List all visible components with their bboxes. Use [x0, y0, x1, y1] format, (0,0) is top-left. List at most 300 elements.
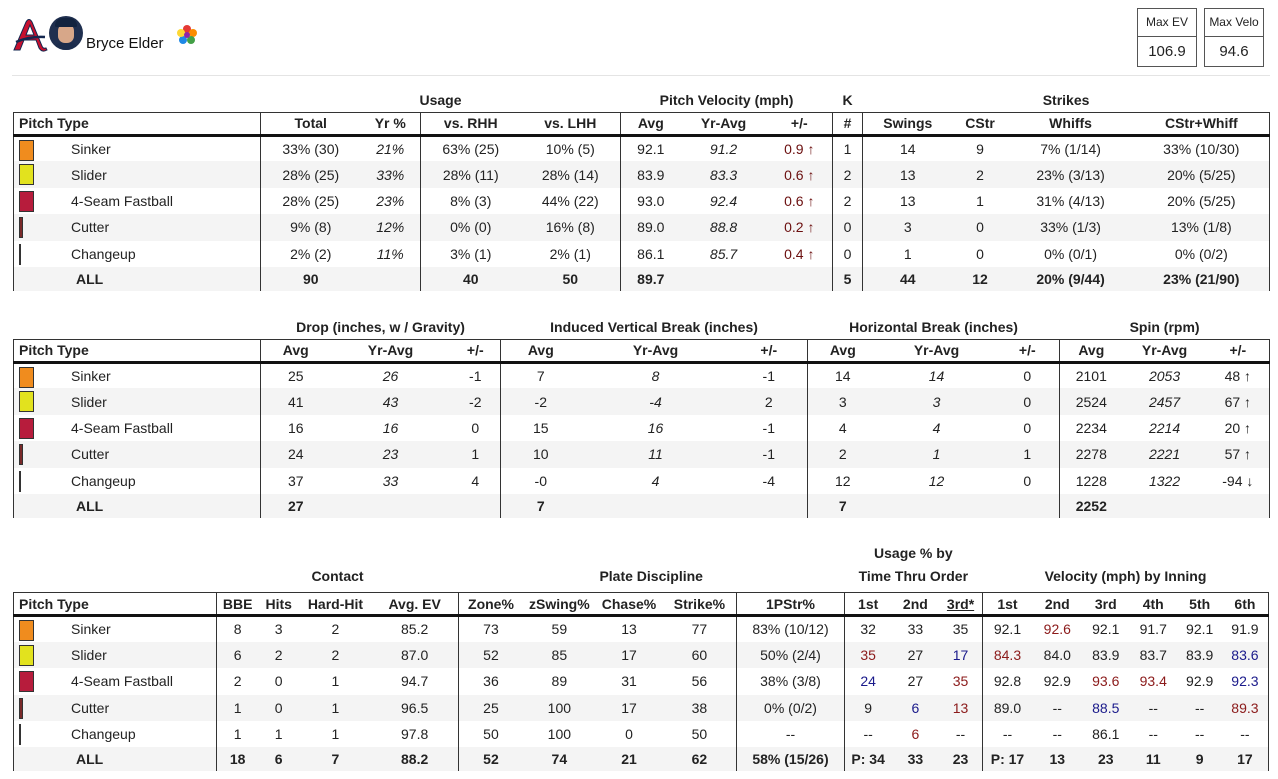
braves-a-logo-icon: [12, 18, 48, 52]
pitch-type-label: ALL: [14, 747, 217, 771]
avg-ev-cell: 87.0: [372, 642, 459, 668]
spin-yr-cell: 2457: [1123, 388, 1207, 414]
hb-yr-cell: 1: [878, 441, 996, 467]
changeup-color-swatch: [19, 244, 21, 265]
inning-3rd-cell: 93.6: [1092, 673, 1120, 690]
table-row: [14, 161, 1270, 187]
col-spin-avg: Avg: [1060, 339, 1123, 362]
col-pitch-type: Pitch Type: [14, 112, 261, 135]
hits-cell: 2: [258, 642, 299, 668]
inning-6th-cell: 83.6: [1222, 642, 1269, 668]
swings-cell: 3: [863, 214, 953, 240]
whiffs-cell: 23% (3/13): [1008, 161, 1134, 187]
cutter-color-swatch: [19, 698, 23, 719]
zswing-cell: 74: [523, 747, 595, 771]
hb-yr-cell: 14: [928, 367, 945, 384]
pitch-type-label: Slider: [71, 166, 107, 183]
hits-cell: 1: [274, 726, 283, 743]
col-strike-pct: Strike%: [663, 593, 737, 616]
group-velocity-by-inning: Velocity (mph) by Inning: [1044, 568, 1207, 584]
group-plate-discipline: Plate Discipline: [599, 568, 703, 584]
group-ivb: Induced Vertical Break (inches): [550, 318, 758, 335]
drop-diff-cell: -1: [451, 362, 501, 388]
col-first-pitch-strike: 1PStr%: [737, 593, 844, 616]
inning-2nd-cell: 84.0: [1032, 642, 1083, 668]
pitch-type-cell: [14, 161, 261, 187]
max-velo-label: Max Velo: [1205, 9, 1263, 37]
group-tto-line1: Usage % by: [874, 545, 953, 561]
inning-4th-cell: 11: [1129, 747, 1178, 771]
cutter-color-swatch: [19, 444, 23, 465]
ivb-yr-cell: 11: [581, 441, 731, 467]
col-yr-pct: Yr %: [361, 112, 421, 135]
cstr-whiff-cell: 20% (5/25): [1134, 188, 1270, 214]
tto-1st-cell: 32: [860, 621, 876, 638]
avg-ev-cell: 88.2: [372, 747, 459, 771]
ivb-diff-cell: -1: [731, 441, 808, 467]
hits-cell: 3: [274, 621, 283, 638]
hb-avg-cell: 7: [808, 494, 878, 518]
zone-cell: 25: [458, 695, 523, 721]
col-whiffs: Whiffs: [1008, 112, 1134, 135]
inning-1st-cell: 89.0: [982, 695, 1032, 721]
pitch-type-label: ALL: [14, 267, 261, 291]
col-inning-5th: 5th: [1177, 593, 1221, 616]
table-row: [14, 135, 1270, 161]
col-hb-avg: Avg: [808, 339, 878, 362]
col-hard-hit: Hard-Hit: [299, 593, 371, 616]
spin-diff-cell: 57 ↑: [1207, 441, 1270, 467]
inning-6th-cell: 17: [1222, 747, 1269, 771]
k-cell: 2: [833, 188, 863, 214]
col-pitch-type: Pitch Type: [14, 339, 261, 362]
inning-2nd-cell: --: [1052, 726, 1062, 743]
totals-row: [14, 747, 1269, 771]
pitch-type-cell: [14, 695, 217, 721]
bbe-cell: 1: [217, 695, 258, 721]
empty-cell: [1123, 494, 1207, 518]
first-pitch-strike-cell: 0% (0/2): [737, 695, 844, 721]
col-avg-ev: Avg. EV: [372, 593, 459, 616]
ivb-yr-cell: 8: [651, 367, 660, 384]
lhh-cell: 28% (14): [521, 161, 621, 187]
pitch-type-cell: [14, 441, 261, 467]
bbe-cell: 18: [217, 747, 258, 771]
pitch-type-cell: [14, 362, 261, 388]
cstr-cell: 1: [976, 192, 984, 209]
total-cell: 2% (2): [290, 245, 332, 262]
pitch-type-label: Sinker: [71, 621, 111, 638]
inning-2nd-cell: 13: [1032, 747, 1083, 771]
drop-diff-cell: 1: [451, 441, 501, 467]
changeup-color-swatch: [19, 724, 21, 745]
tto-2nd-cell: 27: [892, 642, 939, 668]
col-ivb-diff: +/-: [731, 339, 808, 362]
drop-avg-cell: 37: [287, 472, 304, 489]
pitch-type-cell: [14, 214, 261, 240]
group-horizontal-break: Horizontal Break (inches): [849, 318, 1018, 335]
inning-1st-cell: P: 17: [982, 747, 1032, 771]
ivb-avg-cell: 10: [501, 441, 581, 467]
rhh-cell: 3% (1): [450, 245, 492, 262]
spin-avg-cell: 2101: [1075, 367, 1107, 384]
table-row: [14, 695, 1269, 721]
col-total: Total: [261, 112, 361, 135]
slider-color-swatch: [19, 391, 34, 412]
spin-yr-cell: 2214: [1148, 419, 1181, 436]
col-tto-1st: 1st: [844, 593, 891, 616]
drop-yr-cell: 16: [382, 419, 399, 436]
cstr-cell: 0: [976, 245, 984, 262]
col-cstr-whiff: CStr+Whiff: [1134, 112, 1270, 135]
col-hb-yr-avg: Yr-Avg: [878, 339, 996, 362]
hb-diff-cell: 0: [996, 388, 1060, 414]
empty-cell: [681, 267, 767, 291]
inning-6th-cell: 92.3: [1222, 668, 1269, 694]
inning-2nd-cell: 92.6: [1043, 621, 1071, 638]
tto-3rd-cell: 35: [939, 616, 982, 642]
cstr-whiff-cell: 23% (21/90): [1134, 267, 1270, 291]
tto-3rd-cell: 35: [939, 668, 982, 694]
first-pitch-strike-cell: 58% (15/26): [737, 747, 844, 771]
tto-1st-cell: 9: [844, 695, 891, 721]
drop-avg-cell: 24: [261, 441, 331, 467]
whiffs-cell: 0% (0/1): [1044, 245, 1098, 262]
pitch-type-cell: [14, 468, 261, 494]
spin-avg-cell: 2252: [1060, 494, 1123, 518]
empty-cell: [361, 267, 421, 291]
group-k: K: [842, 91, 853, 108]
col-inning-3rd: 3rd: [1083, 593, 1129, 616]
swings-cell: 13: [863, 161, 953, 187]
sinker-color-swatch: [19, 140, 34, 161]
col-hits: Hits: [258, 593, 299, 616]
rhh-cell: 8% (3): [450, 192, 492, 209]
player-avatar: [49, 16, 83, 50]
col-drop-diff: +/-: [451, 339, 501, 362]
pitch-type-label: Changeup: [71, 726, 136, 743]
empty-cell: [767, 267, 833, 291]
inning-6th-cell: 91.9: [1222, 616, 1269, 642]
inning-2nd-cell: --: [1032, 695, 1083, 721]
col-tto-3rd: 3rd*: [939, 593, 982, 616]
inning-5th-cell: --: [1177, 695, 1221, 721]
yr-pct-cell: 12%: [361, 214, 421, 240]
tto-2nd-cell: 33: [907, 621, 924, 638]
col-vs-lhh: vs. LHH: [521, 112, 621, 135]
avg-velo-cell: 93.0: [637, 192, 665, 209]
first-pitch-strike-cell: 50% (2/4): [737, 642, 844, 668]
table-row: [14, 241, 1270, 267]
chase-cell: 31: [621, 673, 637, 690]
drop-yr-cell: 23: [331, 441, 451, 467]
whiffs-cell: 20% (9/44): [1008, 267, 1134, 291]
slider-color-swatch: [19, 645, 34, 666]
cstr-whiff-cell: 33% (10/30): [1134, 135, 1270, 161]
hard-hit-cell: 1: [331, 726, 340, 743]
ivb-diff-cell: -1: [731, 415, 808, 441]
col-cstr: CStr: [953, 112, 1008, 135]
empty-cell: [996, 494, 1060, 518]
yr-avg-velo-cell: 85.7: [709, 245, 738, 262]
drop-avg-cell: 25: [287, 367, 304, 384]
col-k-count: #: [833, 112, 863, 135]
pitch-type-cell: [14, 241, 261, 267]
inning-1st-cell: 92.8: [993, 673, 1022, 690]
multicolor-badge-icon: [176, 24, 198, 46]
yr-avg-velo-cell: 92.4: [709, 192, 738, 209]
col-spin-yr-avg: Yr-Avg: [1123, 339, 1207, 362]
table-row: [14, 362, 1270, 388]
pitch-type-cell: [14, 388, 261, 414]
chase-cell: 13: [621, 621, 637, 638]
rhh-cell: 0% (0): [421, 214, 521, 240]
inning-3rd-cell: 88.5: [1083, 695, 1129, 721]
inning-5th-cell: 92.9: [1186, 673, 1214, 690]
usage-velocity-strikes-table: [13, 88, 1270, 291]
col-diff: +/-: [767, 112, 833, 135]
zswing-cell: 100: [523, 695, 595, 721]
inning-4th-cell: --: [1148, 726, 1158, 743]
k-cell: 0: [833, 241, 863, 267]
hits-cell: 6: [258, 747, 299, 771]
col-zswing-pct: zSwing%: [523, 593, 595, 616]
yr-pct-cell: 33%: [361, 161, 421, 187]
whiffs-cell: 7% (1/14): [1040, 140, 1101, 157]
cutter-color-swatch: [19, 217, 23, 238]
lhh-cell: 50: [521, 267, 621, 291]
table-row: [14, 468, 1270, 494]
avg-velo-cell: 83.9: [621, 161, 681, 187]
cstr-cell: 12: [953, 267, 1008, 291]
hard-hit-cell: 2: [331, 621, 340, 638]
spin-avg-cell: 2278: [1060, 441, 1123, 467]
pitch-type-label: Changeup: [71, 472, 136, 489]
hb-avg-cell: 12: [834, 472, 851, 489]
drop-diff-cell: 0: [451, 415, 501, 441]
total-cell: 33% (30): [282, 140, 340, 157]
lhh-cell: 44% (22): [521, 188, 621, 214]
tto-3rd-cell: 13: [939, 695, 982, 721]
velo-diff-cell: 0.9 ↑: [767, 135, 833, 161]
empty-cell: [1207, 494, 1270, 518]
pitch-type-label: Cutter: [71, 699, 110, 716]
pitch-type-label: 4-Seam Fastball: [71, 673, 173, 690]
col-zone-pct: Zone%: [458, 593, 523, 616]
inning-5th-cell: 83.9: [1177, 642, 1221, 668]
empty-cell: [731, 494, 808, 518]
pitch-type-label: Slider: [71, 393, 107, 410]
cstr-whiff-cell: 20% (5/25): [1134, 161, 1270, 187]
totals-row: [14, 267, 1270, 291]
tto-2nd-cell: 27: [907, 673, 924, 690]
hb-diff-cell: 1: [996, 441, 1060, 467]
spin-diff-cell: 67 ↑: [1207, 388, 1270, 414]
drop-yr-cell: 33: [382, 472, 399, 489]
table-row: [14, 214, 1270, 240]
drop-diff-cell: -2: [451, 388, 501, 414]
lhh-cell: 16% (8): [521, 214, 621, 240]
movement-spin-table: [13, 315, 1270, 518]
strike-cell: 38: [663, 695, 737, 721]
ivb-avg-cell: 15: [532, 419, 549, 436]
col-inning-6th: 6th: [1222, 593, 1269, 616]
bbe-cell: 2: [233, 673, 242, 690]
hb-diff-cell: 0: [996, 415, 1060, 441]
col-drop-yr-avg: Yr-Avg: [331, 339, 451, 362]
tto-2nd-cell: 33: [892, 747, 939, 771]
pitch-type-label: Slider: [71, 647, 107, 664]
spin-diff-cell: 48 ↑: [1207, 362, 1270, 388]
cstr-whiff-cell: 0% (0/2): [1134, 241, 1270, 267]
avg-ev-cell: 94.7: [372, 668, 459, 694]
hard-hit-cell: 1: [299, 695, 371, 721]
pitch-type-label: Cutter: [71, 219, 110, 236]
yr-avg-velo-cell: 88.8: [681, 214, 767, 240]
bbe-cell: 6: [217, 642, 258, 668]
avg-ev-cell: 96.5: [372, 695, 459, 721]
table-row: [14, 188, 1270, 214]
strike-cell: 77: [663, 616, 737, 642]
swings-cell: 14: [900, 140, 916, 157]
tto-1st-cell: P: 34: [844, 747, 891, 771]
chase-cell: 0: [625, 726, 633, 743]
empty-cell: [451, 494, 501, 518]
inning-3rd-cell: 86.1: [1092, 726, 1120, 743]
inning-6th-cell: --: [1222, 721, 1269, 747]
hb-avg-cell: 4: [838, 419, 847, 436]
group-tto-line2: Time Thru Order: [858, 568, 969, 584]
hits-cell: 0: [274, 673, 283, 690]
col-spin-diff: +/-: [1207, 339, 1270, 362]
bbe-cell: 1: [233, 726, 242, 743]
pitch-type-label: Cutter: [71, 446, 110, 463]
rhh-cell: 28% (11): [421, 161, 521, 187]
pitch-type-cell: [14, 642, 217, 668]
col-swings: Swings: [863, 112, 953, 135]
cstr-cell: 0: [953, 214, 1008, 240]
max-velo-box: [1204, 8, 1264, 67]
hb-avg-cell: 2: [808, 441, 878, 467]
four-seam-color-swatch: [19, 418, 34, 439]
hb-diff-cell: 0: [996, 362, 1060, 388]
col-yr-avg: Yr-Avg: [681, 112, 767, 135]
yr-pct-cell: 21%: [361, 135, 421, 161]
cstr-cell: 9: [976, 140, 984, 157]
swings-cell: 1: [903, 245, 912, 262]
hb-diff-cell: 0: [996, 468, 1060, 494]
col-bbe: BBE: [217, 593, 258, 616]
table-row: [14, 616, 1269, 642]
total-cell: 90: [261, 267, 361, 291]
zone-cell: 50: [483, 726, 499, 743]
chase-cell: 17: [595, 695, 662, 721]
zone-cell: 73: [483, 621, 499, 638]
hard-hit-cell: 7: [299, 747, 371, 771]
rhh-cell: 63% (25): [442, 140, 500, 157]
inning-5th-cell: 9: [1177, 747, 1221, 771]
chase-cell: 21: [595, 747, 662, 771]
col-chase-pct: Chase%: [595, 593, 662, 616]
tto-3rd-cell: 17: [939, 642, 982, 668]
pitch-type-cell: [14, 188, 261, 214]
inning-1st-cell: 84.3: [982, 642, 1032, 668]
spin-diff-cell: -94 ↓: [1207, 468, 1270, 494]
tto-1st-cell: 35: [844, 642, 891, 668]
hb-yr-cell: 12: [928, 472, 945, 489]
swings-cell: 44: [863, 267, 953, 291]
pitch-type-label: Sinker: [71, 367, 111, 384]
totals-row: [14, 494, 1270, 518]
pitch-type-label: 4-Seam Fastball: [71, 419, 173, 436]
inning-4th-cell: 83.7: [1129, 642, 1178, 668]
strike-cell: 50: [663, 721, 737, 747]
yr-avg-velo-cell: 83.3: [681, 161, 767, 187]
cstr-cell: 2: [953, 161, 1008, 187]
ivb-yr-cell: -4: [581, 388, 731, 414]
sinker-color-swatch: [19, 367, 34, 388]
zswing-cell: 59: [551, 621, 568, 638]
col-inning-2nd: 2nd: [1032, 593, 1083, 616]
hb-yr-cell: 4: [932, 419, 941, 436]
group-contact: Contact: [311, 568, 364, 584]
hb-avg-cell: 3: [808, 388, 878, 414]
yr-pct-cell: 23%: [361, 188, 421, 214]
ivb-avg-cell: -0: [534, 472, 547, 489]
zone-cell: 52: [458, 747, 523, 771]
yr-avg-velo-cell: 91.2: [709, 140, 738, 157]
pitch-type-cell: [14, 721, 217, 747]
drop-avg-cell: 27: [261, 494, 331, 518]
table-row: [14, 668, 1269, 694]
inning-5th-cell: --: [1195, 726, 1205, 743]
inning-6th-cell: 89.3: [1222, 695, 1269, 721]
chase-cell: 17: [595, 642, 662, 668]
player-header: [12, 10, 1270, 76]
inning-2nd-cell: 92.9: [1043, 673, 1071, 690]
pitch-type-label: ALL: [14, 494, 261, 518]
ivb-avg-cell: 7: [536, 367, 545, 384]
table-row: [14, 388, 1270, 414]
total-cell: 9% (8): [261, 214, 361, 240]
ivb-yr-cell: 4: [651, 472, 660, 489]
pitch-type-cell: [14, 616, 217, 642]
ivb-diff-cell: -4: [731, 468, 808, 494]
avg-velo-cell: 92.1: [637, 140, 665, 157]
hard-hit-cell: 1: [331, 673, 340, 690]
pitch-type-label: Changeup: [71, 245, 136, 262]
inning-3rd-cell: 23: [1083, 747, 1129, 771]
inning-3rd-cell: 83.9: [1083, 642, 1129, 668]
pitch-type-cell: [14, 415, 261, 441]
pitch-type-label: Sinker: [71, 140, 111, 157]
ivb-avg-cell: -2: [501, 388, 581, 414]
spin-yr-cell: 2053: [1148, 367, 1181, 384]
drop-diff-cell: 4: [451, 468, 501, 494]
cstr-whiff-cell: 13% (1/8): [1134, 214, 1270, 240]
strike-cell: 62: [663, 747, 737, 771]
first-pitch-strike-cell: --: [737, 721, 844, 747]
whiffs-cell: 31% (4/13): [1036, 192, 1105, 209]
tto-1st-cell: --: [863, 726, 873, 743]
inning-4th-cell: 93.4: [1139, 673, 1167, 690]
ivb-avg-cell: 7: [501, 494, 581, 518]
spin-avg-cell: 1228: [1075, 472, 1107, 489]
inning-4th-cell: 91.7: [1139, 621, 1167, 638]
k-cell: 2: [833, 161, 863, 187]
inning-5th-cell: 92.1: [1186, 621, 1214, 638]
sinker-color-swatch: [19, 620, 34, 641]
